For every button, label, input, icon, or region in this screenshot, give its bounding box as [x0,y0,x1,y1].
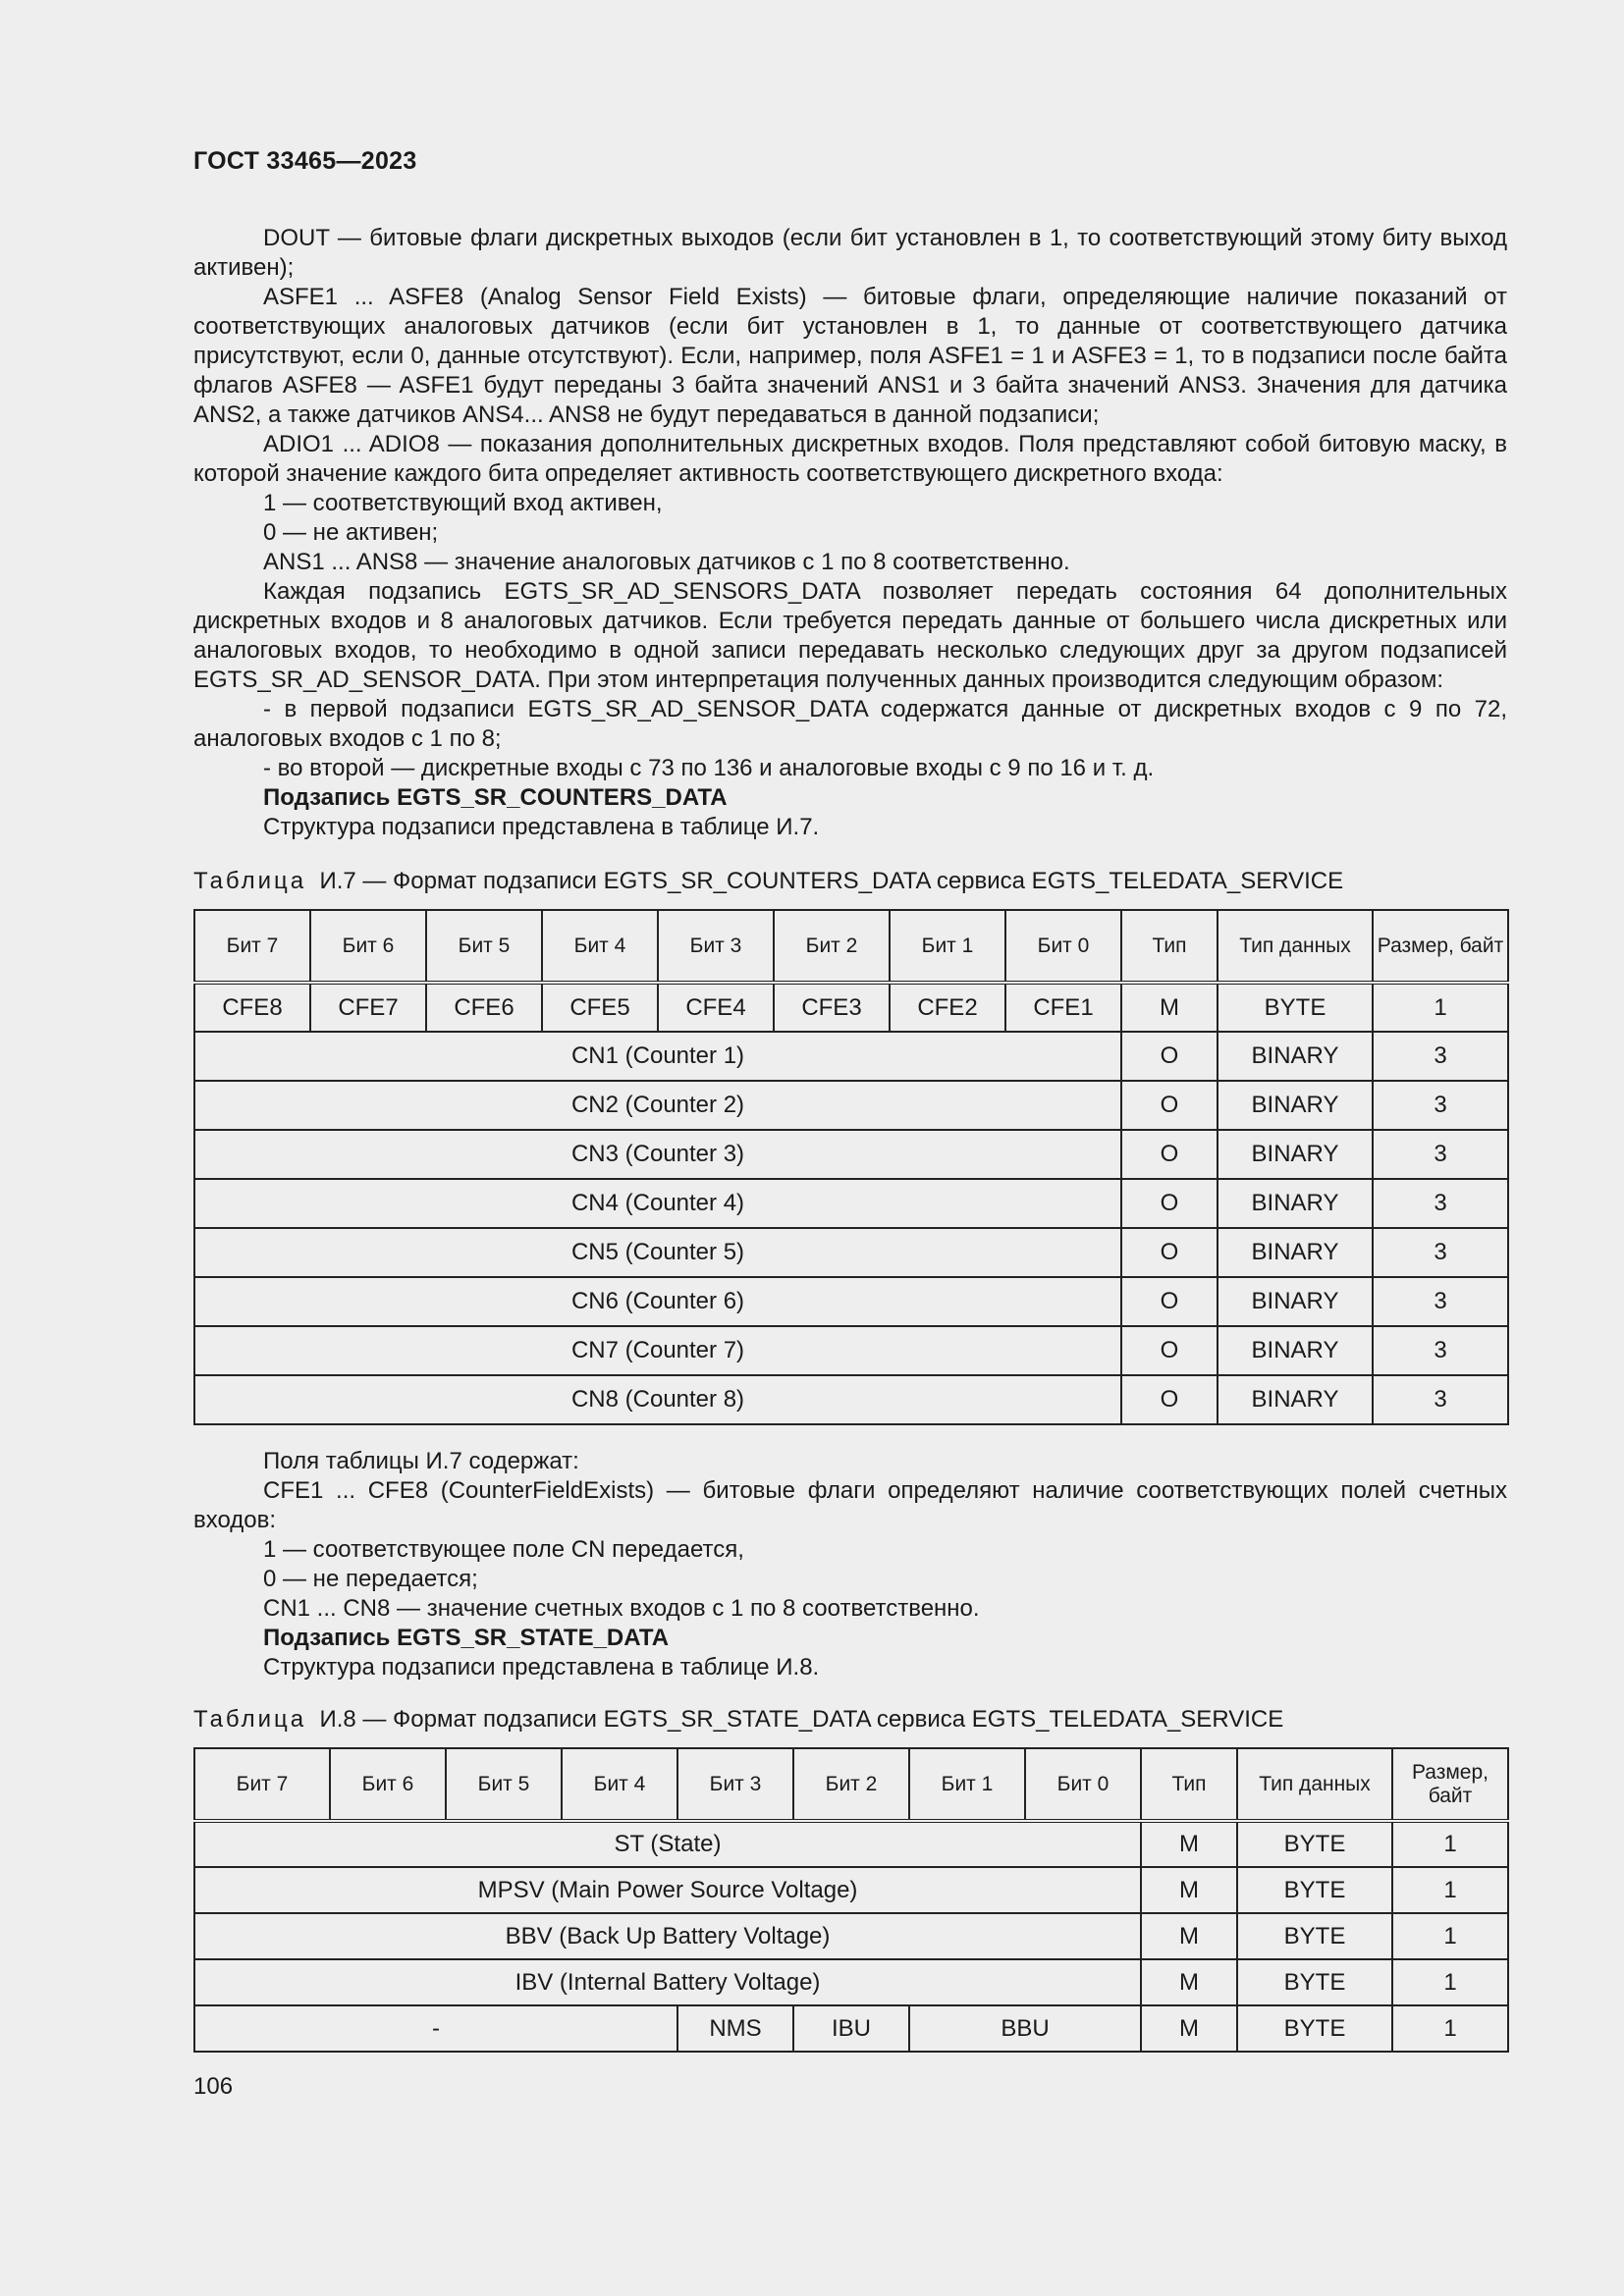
type-cell: O [1121,1277,1218,1326]
paragraph: Структура подзаписи представлена в таблице И.7. [263,814,820,840]
header-cell: Бит 4 [562,1748,677,1821]
text-block-2 [193,1447,1507,1682]
nms-cell: NMS [677,2005,793,2052]
table-cell: CFE5 [542,983,658,1032]
size-cell: 1 [1392,1959,1508,2005]
table-row [194,983,1508,1032]
size-cell: 3 [1373,1326,1508,1375]
table-row [194,1081,1508,1130]
header-cell: Бит 4 [542,910,658,983]
datatype-cell: BINARY [1218,1130,1373,1179]
header-cell: Бит 6 [330,1748,446,1821]
paragraph: - во второй — дискретные входы с 73 по 136 и аналоговые входы с 9 по 16 и т. д. [263,755,1155,781]
table-cell: CFE2 [890,983,1005,1032]
size-cell: 3 [1373,1375,1508,1424]
paragraph: ASFE1 ... ASFE8 (Analog Sensor Field Exists) — битовые флаги, определяющие наличие показаний от соответствующих аналоговых датчиков (если бит установлен в 1, то данные от соответствующего датчика присутствуют, если 0, данные отсутствуют). Если, например, поля ASFE1 = 1 и ASFE3 = 1, то в подзаписи после байта флагов ASFE8 — ASFE1 будут переданы 3 байта значений ANS1 и 3 байта значений ANS3. Значения для датчика ANS2, а также датчиков ANS4... ANS8 не будут передаваться в данной подзаписи; [193,284,1507,428]
table-cell: CFE3 [774,983,890,1032]
type-cell: M [1141,1821,1237,1867]
type-cell: M [1141,1959,1237,2005]
table-row [194,1821,1508,1867]
type-cell: O [1121,1130,1218,1179]
datatype-cell: BINARY [1218,1228,1373,1277]
paragraph: CN1 ... CN8 — значение счетных входов с 1 по 8 соответственно. [263,1595,980,1622]
reserved-cell: - [194,2005,677,2052]
datatype-cell: BINARY [1218,1032,1373,1081]
header-cell: Бит 0 [1025,1748,1141,1821]
field-cell: CN5 (Counter 5) [194,1228,1121,1277]
header-cell: Бит 2 [774,910,890,983]
header-cell: Тип данных [1218,910,1373,983]
header-cell: Тип [1121,910,1218,983]
table-row [194,1032,1508,1081]
field-cell: CN2 (Counter 2) [194,1081,1121,1130]
table-cell: M [1121,983,1218,1032]
datatype-cell: BYTE [1237,1913,1392,1959]
type-cell: O [1121,1228,1218,1277]
datatype-cell: BINARY [1218,1081,1373,1130]
header-cell: Бит 6 [310,910,426,983]
paragraph: 1 — соответствующий вход активен, [263,490,663,516]
size-cell: 1 [1392,2005,1508,2052]
size-cell: 3 [1373,1032,1508,1081]
field-cell: CN3 (Counter 3) [194,1130,1121,1179]
paragraph: Поля таблицы И.7 содержат: [263,1448,579,1474]
table-header-row [194,910,1508,983]
table-row [194,1179,1508,1228]
caption-label: Таблица [193,1706,307,1733]
caption-text: И.7 — Формат подзаписи EGTS_SR_COUNTERS_DATA сервиса EGTS_TELEDATA_SERVICE [319,868,1344,894]
table-2-caption [193,1705,1283,1735]
paragraph: DOUT — битовые флаги дискретных выходов (если бит установлен в 1, то соответствующий этому биту выход активен); [193,225,1507,281]
document-header: ГОСТ 33465—2023 [193,147,417,175]
page-number: 106 [193,2073,234,2100]
table-cell: 1 [1373,983,1508,1032]
table-row [194,1959,1508,2005]
text-block-1 [193,224,1507,842]
header-cell: Бит 7 [194,1748,330,1821]
paragraph: ANS1 ... ANS8 — значение аналоговых датчиков с 1 по 8 соответственно. [263,549,1070,575]
size-cell: 1 [1392,1913,1508,1959]
table-cell: BYTE [1218,983,1373,1032]
type-cell: O [1121,1375,1218,1424]
table-row [194,2005,1508,2052]
header-cell: Бит 3 [677,1748,793,1821]
datatype-cell: BINARY [1218,1326,1373,1375]
table-cell: CFE7 [310,983,426,1032]
header-cell: Бит 1 [890,910,1005,983]
paragraph: Подзапись EGTS_SR_STATE_DATA [263,1625,670,1651]
paragraph: CFE1 ... CFE8 (CounterFieldExists) — битовые флаги определяют наличие соответствующих полей счетных входов: [193,1477,1507,1533]
caption-text: И.8 — Формат подзаписи EGTS_SR_STATE_DATA сервиса EGTS_TELEDATA_SERVICE [319,1706,1284,1733]
table-row [194,1228,1508,1277]
field-cell: CN1 (Counter 1) [194,1032,1121,1081]
table-state-data [193,1747,1509,2053]
table-1-caption [193,867,1343,896]
size-cell: 3 [1373,1179,1508,1228]
size-cell: 3 [1373,1228,1508,1277]
type-cell: O [1121,1179,1218,1228]
table-row [194,1913,1508,1959]
type-cell: M [1141,2005,1237,2052]
size-cell: 3 [1373,1130,1508,1179]
field-cell: CN6 (Counter 6) [194,1277,1121,1326]
field-cell: ST (State) [194,1821,1141,1867]
paragraph: Каждая подзапись EGTS_SR_AD_SENSORS_DATA позволяет передать состояния 64 дополнительных дискретных входов и 8 аналоговых датчиков. Если требуется передать данные от большего числа дискретных или аналоговых входов, то необходимо в одной записи передавать несколько следующих друг за другом подзаписей EGTS_SR_AD_SENSOR_DATA. При этом интерпретация полученных данных производится следующим образом: [193,578,1507,693]
header-cell: Размер, байт [1392,1748,1508,1821]
table-header-row [194,1748,1508,1821]
caption-label: Таблица [193,868,307,894]
datatype-cell: BINARY [1218,1375,1373,1424]
size-cell: 3 [1373,1277,1508,1326]
field-cell: IBV (Internal Battery Voltage) [194,1959,1141,2005]
type-cell: O [1121,1326,1218,1375]
table-cell: CFE1 [1005,983,1121,1032]
header-cell: Бит 1 [909,1748,1025,1821]
header-cell: Бит 0 [1005,910,1121,983]
paragraph: 1 — соответствующее поле CN передается, [263,1536,744,1563]
field-cell: CN7 (Counter 7) [194,1326,1121,1375]
paragraph: - в первой подзаписи EGTS_SR_AD_SENSOR_DATA содержатся данные от дискретных входов с 9 по 72, аналоговых входов с 1 по 8; [193,696,1507,752]
table-row [194,1375,1508,1424]
type-cell: M [1141,1867,1237,1913]
header-cell: Бит 7 [194,910,310,983]
type-cell: M [1141,1913,1237,1959]
size-cell: 1 [1392,1867,1508,1913]
field-cell: MPSV (Main Power Source Voltage) [194,1867,1141,1913]
table-cell: CFE6 [426,983,542,1032]
ibu-cell: IBU [793,2005,909,2052]
paragraph: Структура подзаписи представлена в таблице И.8. [263,1654,820,1681]
datatype-cell: BYTE [1237,1867,1392,1913]
table-row [194,1130,1508,1179]
field-cell: BBV (Back Up Battery Voltage) [194,1913,1141,1959]
datatype-cell: BINARY [1218,1179,1373,1228]
table-cell: CFE8 [194,983,310,1032]
table-cell: CFE4 [658,983,774,1032]
datatype-cell: BYTE [1237,1959,1392,2005]
header-cell: Тип [1141,1748,1237,1821]
table-row [194,1277,1508,1326]
size-cell: 1 [1392,1821,1508,1867]
paragraph: ADIO1 ... ADIO8 — показания дополнительных дискретных входов. Поля представляют собой битовую маску, в которой значение каждого бита определяет активность соответствующего дискретного входа: [193,431,1507,487]
header-cell: Бит 3 [658,910,774,983]
field-cell: CN4 (Counter 4) [194,1179,1121,1228]
paragraph: 0 — не передается; [263,1566,478,1592]
header-cell: Бит 5 [446,1748,562,1821]
type-cell: O [1121,1081,1218,1130]
type-cell: O [1121,1032,1218,1081]
header-cell: Тип данных [1237,1748,1392,1821]
header-cell: Бит 2 [793,1748,909,1821]
header-cell: Бит 5 [426,910,542,983]
datatype-cell: BYTE [1237,2005,1392,2052]
field-cell: CN8 (Counter 8) [194,1375,1121,1424]
table-counters-data [193,909,1509,1425]
bbu-cell: BBU [909,2005,1141,2052]
table-row [194,1326,1508,1375]
datatype-cell: BINARY [1218,1277,1373,1326]
table-row [194,1867,1508,1913]
header-cell: Размер, байт [1373,910,1508,983]
paragraph: Подзапись EGTS_SR_COUNTERS_DATA [263,784,728,811]
datatype-cell: BYTE [1237,1821,1392,1867]
size-cell: 3 [1373,1081,1508,1130]
paragraph: 0 — не активен; [263,519,439,546]
